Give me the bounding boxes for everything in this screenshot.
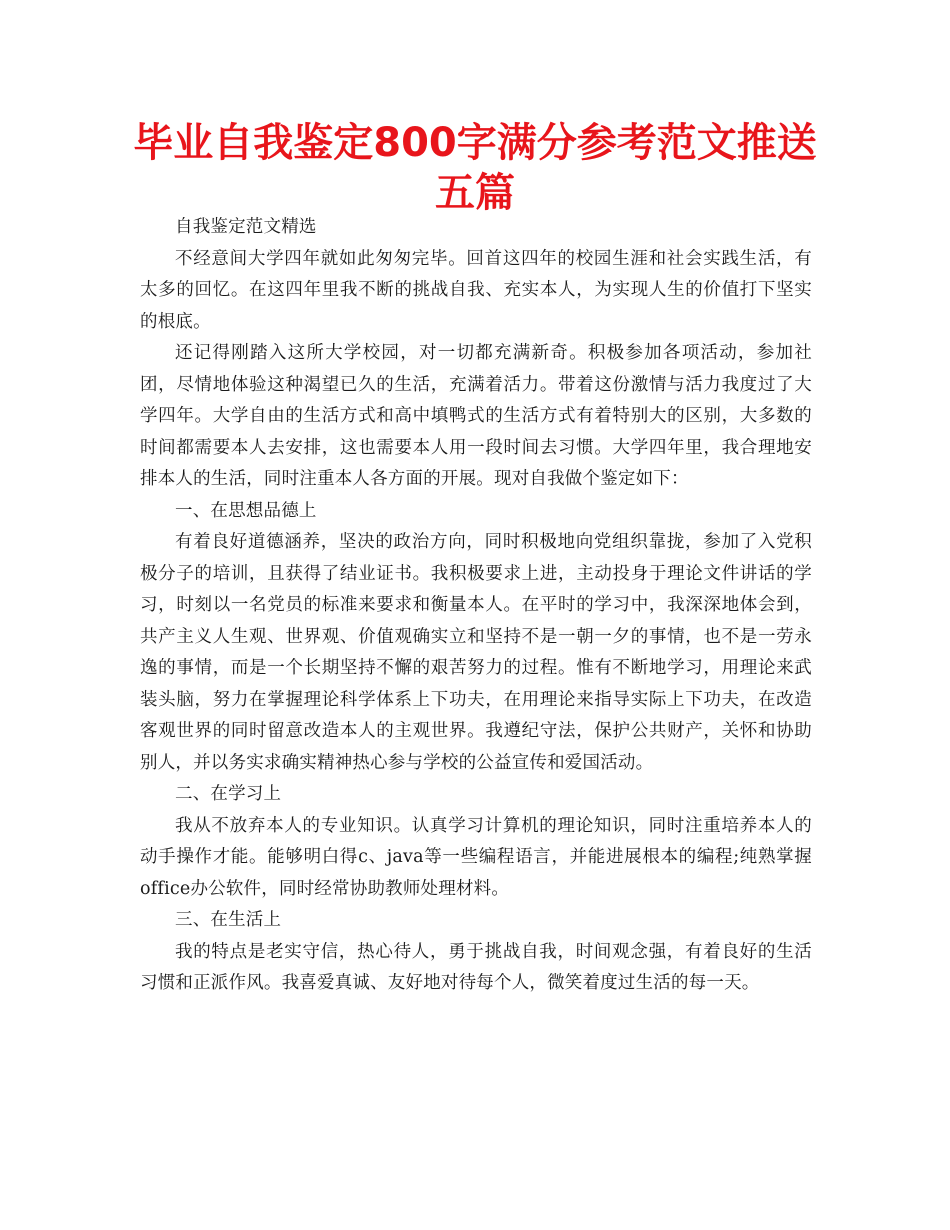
section-heading-morality: 一、在思想品德上	[175, 500, 317, 521]
body-paragraph: 我的特点是老实守信，热心待人，勇于挑战自我，时间观念强，有着良好的生活习惯和正派作风。我喜爱真诚、友好地对待每个人，微笑着度过生活的每一天。	[140, 941, 812, 993]
body-paragraph: 我从不放弃本人的专业知识。认真学习计算机的理论知识，同时注重培养本人的动手操作才能。能够明白得c、java等一些编程语言，并能进展根本的编程;纯熟掌握office办公软件，同时经常协助教师处理材料。	[140, 815, 812, 899]
body-paragraph: 还记得刚踏入这所大学校园，对一切都充满新奇。积极参加各项活动，参加社团，尽情地体验这种渴望已久的生活，充满着活力。带着这份激情与活力我度过了大学四年。大学自由的生活方式和高中填鸭式的生活方式有着特别大的区别，大多数的时间都需要本人去安排，这也需要本人用一段时间去习惯。大学四年里，我合理地安排本人的生活，同时注重本人各方面的开展。现对自我做个鉴定如下：	[140, 343, 812, 489]
document-title: 毕业自我鉴定800字满分参考范文推送五篇	[133, 120, 817, 216]
section-heading-study: 二、在学习上	[175, 784, 282, 804]
body-paragraph: 有着良好道德涵养，坚决的政治方向，同时积极地向党组织靠拢，参加了入党积极分子的培训，且获得了结业证书。我积极要求上进，主动投身于理论文件讲话的学习，时刻以一名党员的标准来要求和衡量本人。在平时的学习中，我深深地体会到，共产主义人生观、世界观、价值观确实立和坚持不是一朝一夕的事情，也不是一劳永逸的事情，而是一个长期坚持不懈的艰苦努力的过程。惟有不断地学习，用理论来武装头脑，努力在掌握理论科学体系上下功夫，在用理论来指导实际上下功夫，在改造客观世界的同时留意改造本人的主观世界。我遵纪守法，保护公共财产，关怀和协助别人，并以务实求确实精神热心参与学校的公益宣传和爱国活动。	[140, 532, 812, 773]
document-body	[140, 212, 812, 1000]
body-paragraph: 不经意间大学四年就如此匆匆完毕。回首这四年的校园生涯和社会实践生活，有太多的回忆。在这四年里我不断的挑战自我、充实本人，为实现人生的价值打下坚实的根底。	[140, 248, 812, 332]
section-heading-life: 三、在生活上	[175, 910, 282, 930]
section-label-intro: 自我鉴定范文精选	[175, 217, 317, 237]
